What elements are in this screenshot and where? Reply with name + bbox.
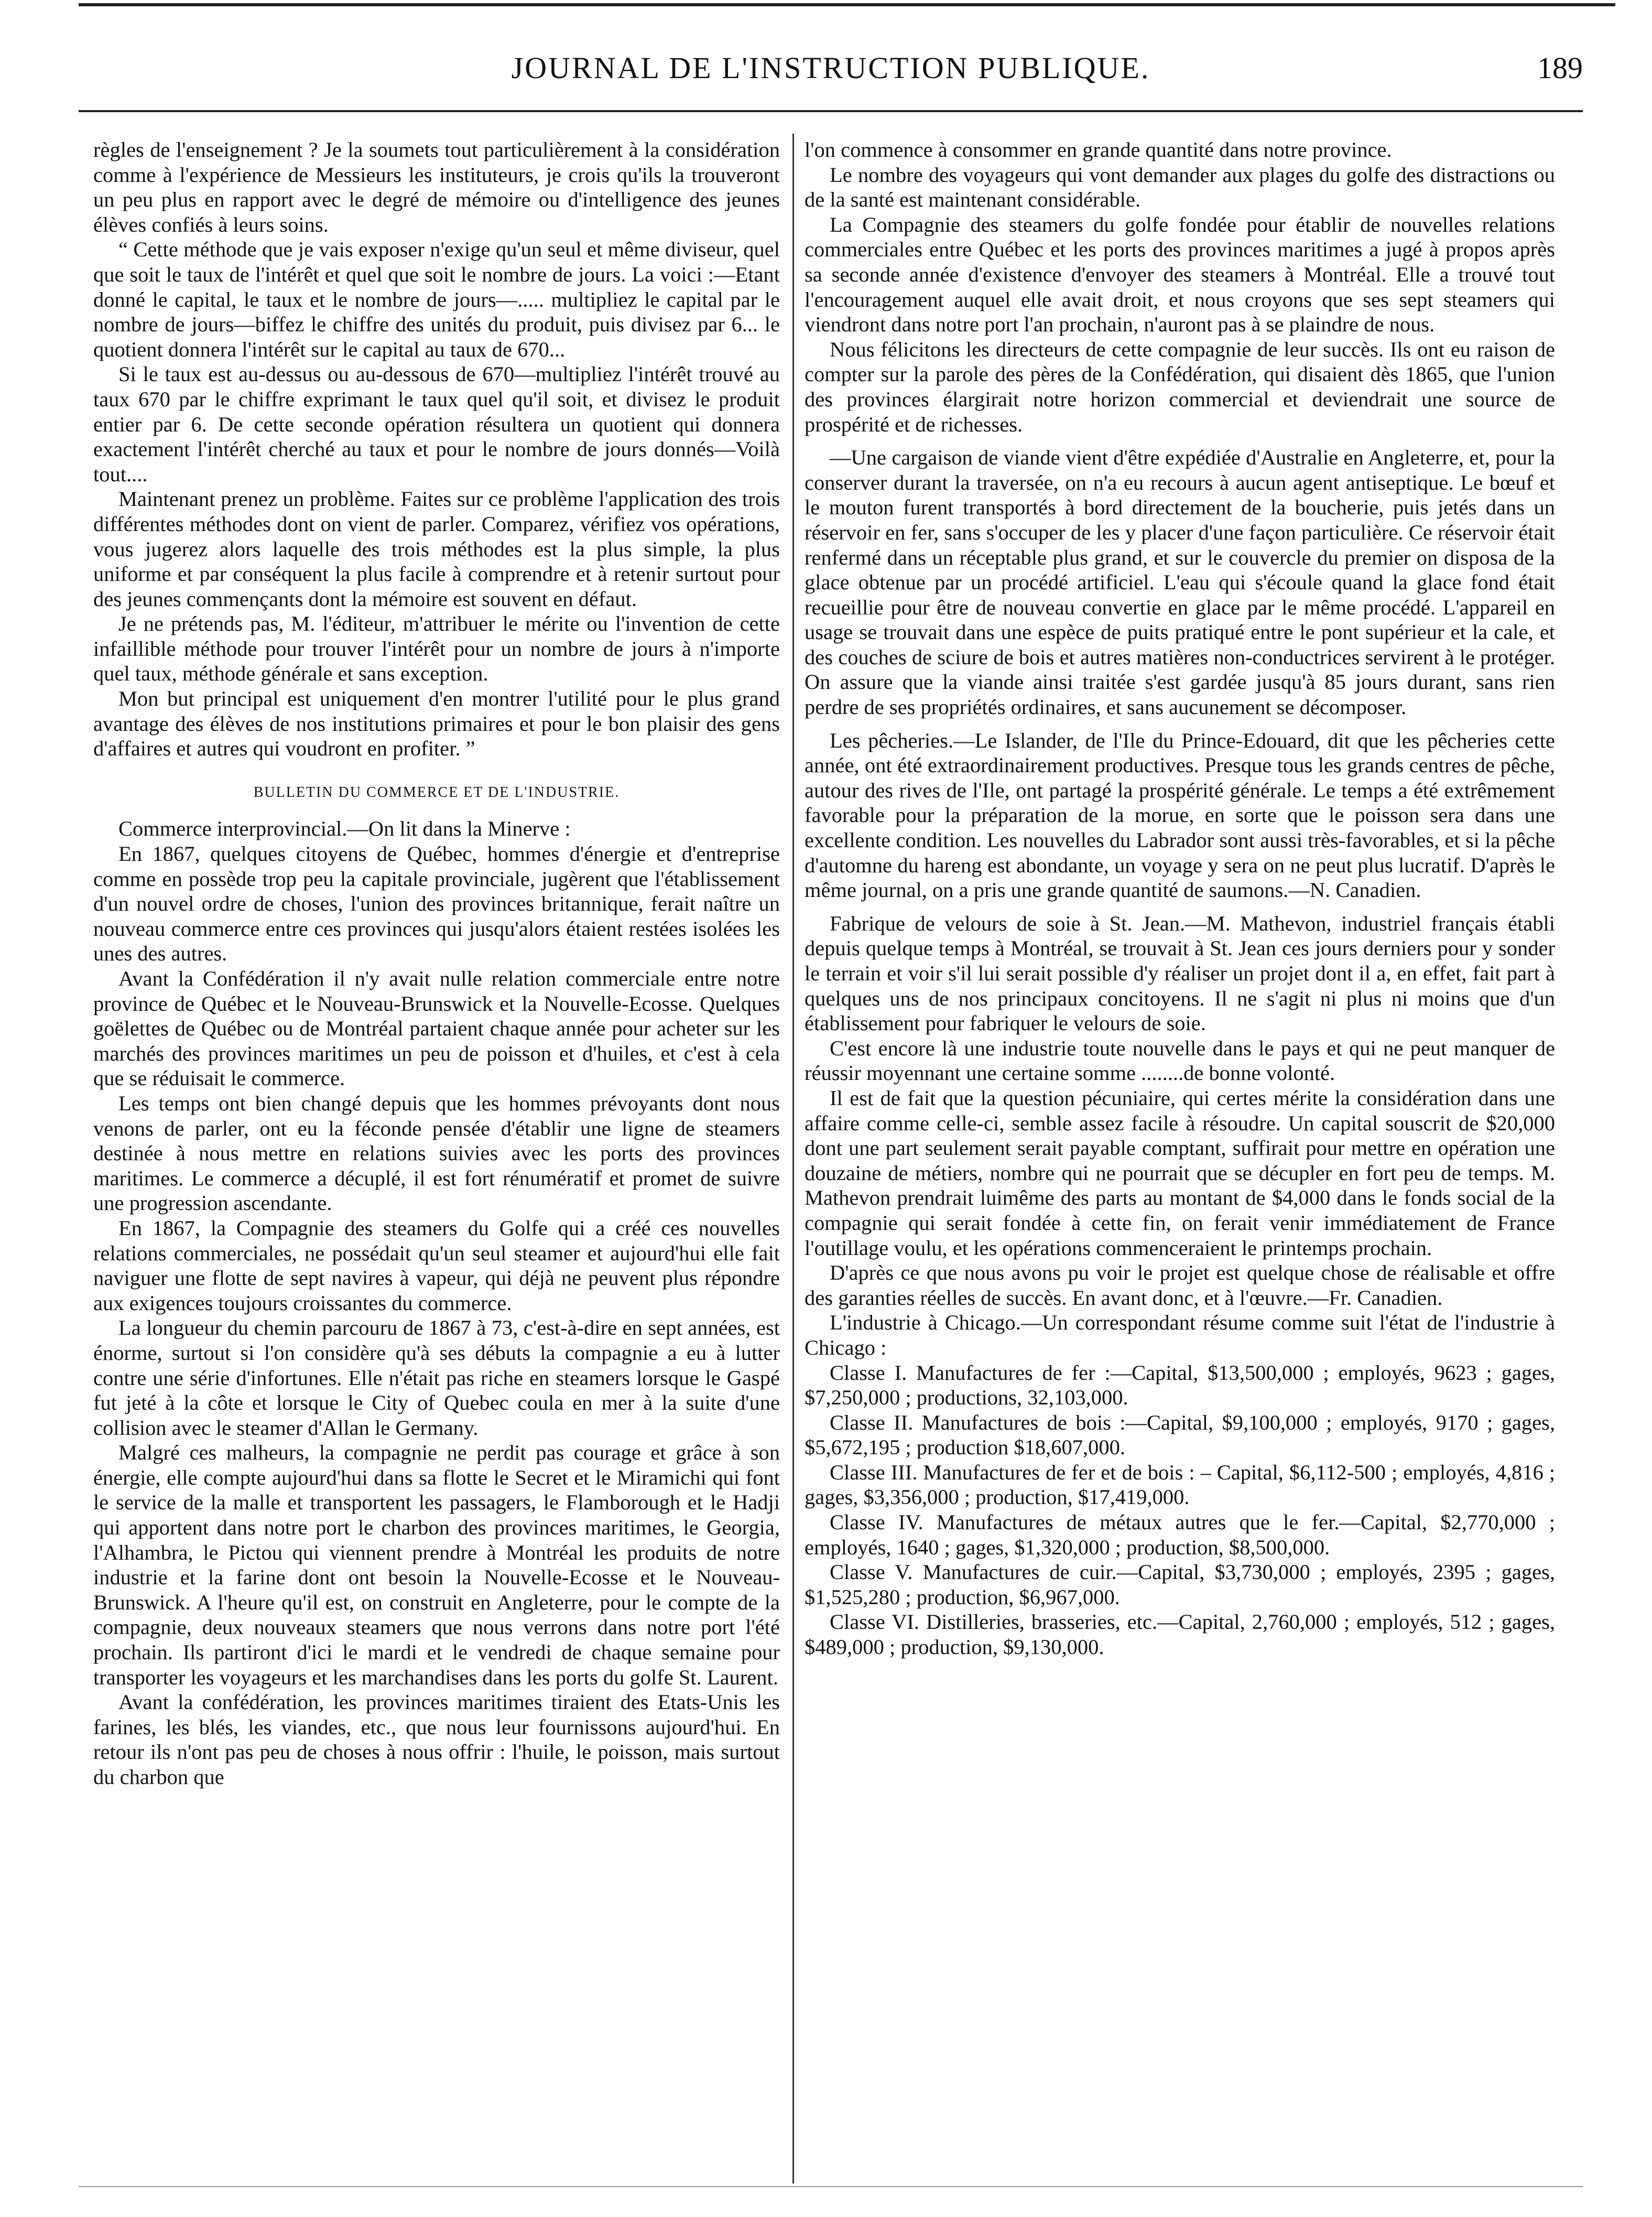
paragraph: Classe V. Manufactures de cuir.—Capital, $3,730,000 ; employés, 2395 ; gages, $1,525,280 ; production, $6,967,000. — [805, 1560, 1555, 1609]
paragraph: Classe III. Manufactures de fer et de bois : – Capital, $6,112-500 ; employés, 4,816 ; gages, $3,356,000 ; production, $17,419,000. — [805, 1460, 1555, 1509]
paragraph: —Une cargaison de viande vient d'être expédiée d'Australie en Angleterre, et, pour la conserver durant la traversée, on n'a eu recours à aucun agent antiseptique. Le bœuf et le mouton furent transportés à bord directement de la boucherie, puis jetés dans un réservoir en fer, sans s'occuper de les y placer d'une façon particulière. Ce réservoir était renfermé dans un réceptable plus grand, et sur le couvercle du premier on disposa de la glace obtenue par un procédé artificiel. L'eau qui s'écoule quand la glace fond était recueillie pour être de nouveau convertie en glace par le même procédé. L'appareil en usage se trouvait dans une espèce de puits pratiqué entre le pont supérieur et la cale, et des couches de sciure de bois et autres matières non-conductrices servirent à le protéger. On assure que la viande ainsi traitée s'est gardée jusqu'à 85 jours durant, sans rien perdre de ses propriétés ordinaires, et sans aucunement se décomposer. — [805, 446, 1555, 719]
top-border-rule — [79, 3, 1615, 6]
paragraph: L'industrie à Chicago.—Un correspondant résume comme suit l'état de l'industrie à Chicago : — [805, 1311, 1555, 1359]
paragraph: En 1867, quelques citoyens de Québec, hommes d'énergie et d'entreprise comme en possède trop peu la capitale provinciale, jugèrent que l'établissement d'un nouvel ordre de choses, l'union des provinces britannique, ferait naître un nouveau commerce entre ces provinces qui jusqu'alors étaient restées isolées les unes des autres. — [93, 842, 780, 966]
paragraph: Avant la confédération, les provinces maritimes tiraient des Etats-Unis les farines, les blés, les viandes, etc., que nous leur fournissons aujourd'hui. En retour ils n'ont pas peu de choses à nous offrir : l'huile, le poisson, mais surtout du charbon que — [93, 1690, 780, 1789]
right-column — [805, 137, 1555, 1660]
page-header — [79, 50, 1583, 101]
page-number: 189 — [1537, 51, 1583, 85]
paragraph: Mon but principal est uniquement d'en montrer l'utilité pour le plus grand avantage des élèves de nos institutions primaires et pour le bon plaisir des gens d'affaires et autres qui voudront en profiter. ” — [93, 687, 780, 761]
paragraph: Les pêcheries.—Le Islander, de l'Ile du Prince-Edouard, dit que les pêcheries cette année, ont été extraordinairement productives. Presque tous les grands centres de pêche, autour des rives de l'Ile, ont partagé la prospérité générale. Le temps a été extrêmement favorable pour la préparation de la morue, en sorte que le poisson sera dans une excellente condition. Les nouvelles du Labrador sont aussi très-favorables, et si la pêche d'automne du hareng est abondante, un voyage y sera on ne peut plus lucratif. D'après le même journal, on a pris une grande quantité de saumons.—N. Canadien. — [805, 728, 1555, 902]
paragraph: La longueur du chemin parcouru de 1867 à 73, c'est-à-dire en sept années, est énorme, surtout si l'on considère qu'à ses débuts la compagnie a eu à lutter contre une série d'infortunes. Elle n'était pas riche en steamers lorsque le Gaspé fut jeté à la côte et lorsque le City of Quebec coula en mer à la suite d'une collision avec le steamer d'Allan le Germany. — [93, 1316, 780, 1440]
paragraph: Je ne prétends pas, M. l'éditeur, m'attribuer le mérite ou l'invention de cette infaillible méthode pour trouver l'intérêt pour un nombre de jours à n'importe quel taux, méthode générale et sans exception. — [93, 612, 780, 686]
paragraph: La Compagnie des steamers du golfe fondée pour établir de nouvelles relations commerciales entre Québec et les ports des provinces maritimes a jugé à propos après sa seconde année d'existence d'envoyer des steamers à Montréal. Elle a trouvé tout l'encouragement auquel elle avait droit, et nous croyons que ses sept steamers qui viendront dans notre port l'an prochain, n'auront pas à se plaindre de nous. — [805, 212, 1555, 337]
paragraph: Avant la Confédération il n'y avait nulle relation commerciale entre notre province de Québec et le Nouveau-Brunswick et la Nouvelle-Ecosse. Quelques goëlettes de Québec ou de Montréal partaient chaque année pour acheter sur les marchés des provinces maritimes un peu de poisson et d'huiles, et c'est à cela que se réduisait le commerce. — [93, 967, 780, 1090]
bottom-rule — [79, 2186, 1583, 2187]
column-rule — [792, 134, 794, 2183]
section-heading: BULLETIN DU COMMERCE ET DE L'INDUSTRIE. — [253, 784, 620, 801]
paragraph: “ Cette méthode que je vais exposer n'exige qu'un seul et même diviseur, quel que soit le taux de l'intérêt et quel que soit le nombre de jours. La voici :—Etant donné le capital, le taux et le nombre de jours—..... multipliez le capital par le nombre de jours—biffez le chiffre des unités du produit, puis divisez par 6... le quotient donnera l'intérêt sur le capital au taux de 670... — [93, 237, 780, 361]
paragraph: Classe II. Manufactures de bois :—Capital, $9,100,000 ; employés, 9170 ; gages, $5,672,195 ; production $18,607,000. — [805, 1410, 1555, 1459]
paragraph: En 1867, la Compagnie des steamers du Golfe qui a créé ces nouvelles relations commerciales, ne possédait qu'un seul steamer et aujourd'hui elle fait naviguer une flotte de sept navires à vapeur, qui déjà ne peuvent plus répondre aux exigences toujours croissantes du commerce. — [93, 1216, 780, 1315]
paragraph: Il est de fait que la question pécuniaire, qui certes mérite la considération dans une affaire comme celle-ci, semble assez facile à résoudre. Un capital souscrit de $20,000 dont une part seulement serait payable comptant, suffirait pour mettre en opération une douzaine de métiers, nombre qui ne pourrait que se décupler en fort peu de temps. M. Mathevon prendrait luimême des parts au montant de $4,000 dans le fonds social de la compagnie qui serait fondée à cette fin, on ferait venir immédiatement de France l'outillage voulu, et les opérations commenceraient le printemps prochain. — [805, 1086, 1555, 1260]
running-title: JOURNAL DE L'INSTRUCTION PUBLIQUE. — [511, 51, 1150, 85]
paragraph: D'après ce que nous avons pu voir le projet est quelque chose de réalisable et offre des garanties réelles de succès. En avant donc, et à l'œuvre.—Fr. Canadien. — [805, 1261, 1555, 1310]
paragraph: l'on commence à consommer en grande quantité dans notre province. — [805, 138, 1392, 161]
left-column — [93, 137, 780, 1790]
paragraph: Les temps ont bien changé depuis que les hommes prévoyants dont nous venons de parler, ont eu la féconde pensée d'établir une ligne de steamers destinée à nous mettre en relations suivies avec les ports des provinces maritimes. Le commerce a décuplé, il est fort rénumératif et promet de suivre une progression ascendante. — [93, 1091, 780, 1215]
paragraph: Classe VI. Distilleries, brasseries, etc.—Capital, 2,760,000 ; employés, 512 ; gages, $489,000 ; production, $9,130,000. — [805, 1610, 1555, 1659]
paragraph: Nous félicitons les directeurs de cette compagnie de leur succès. Ils ont eu raison de compter sur la parole des pères de la Confédération, qui disaient dès 1865, que l'union des provinces élargirait notre horizon commercial et deviendrait une source de prospérité et de richesses. — [805, 337, 1555, 436]
paragraph: Le nombre des voyageurs qui vont demander aux plages du golfe des distractions ou de la santé est maintenant considérable. — [805, 163, 1555, 212]
paragraph: Malgré ces malheurs, la compagnie ne perdit pas courage et grâce à son énergie, elle compte aujourd'hui dans sa flotte le Secret et le Miramichi qui font le service de la malle et transportent les passagers, le Flamborough et le Hadji qui apportent dans notre port le charbon des provinces maritimes, le Georgia, l'Alhambra, le Pictou qui viennent prendre à Montréal les produits de notre industrie et la farine dont ont besoin la Nouvelle-Ecosse et le Nouveau-Brunswick. A l'heure qu'il est, on construit en Angleterre, pour le compte de la compagnie, deux nouveaux steamers que nous verrons dans notre port l'été prochain. Ils partiront d'ici le mardi et le vendredi de chaque semaine pour transporter les voyageurs et les marchandises dans les ports du golfe St. Laurent. — [93, 1441, 780, 1689]
paragraph: Si le taux est au-dessus ou au-dessous de 670—multipliez l'intérêt trouvé au taux 670 par le chiffre exprimant le taux quel qu'il soit, et divisez le produit entier par 6. De cette seconde opération résultera un quotient qui donnera exactement l'intérêt cherché au taux et pour le nombre de jours donnés—Voilà tout.... — [93, 362, 780, 486]
paragraph: Classe IV. Manufactures de métaux autres que le fer.—Capital, $2,770,000 ; employés, 1640 ; gages, $1,320,000 ; production, $8,500,000. — [805, 1510, 1555, 1559]
paragraph: Commerce interprovincial.—On lit dans la Minerve : — [118, 817, 571, 841]
paragraph: Fabrique de velours de soie à St. Jean.—M. Mathevon, industriel français établi depuis quelque temps à Montréal, se trouvait à St. Jean ces jours derniers pour y sonder le terrain et voir s'il lui serait possible d'y réaliser un projet dont il a, en effet, fait part à quelques uns de nos principaux concitoyens. Il ne s'agit ni plus ni moins que d'un établissement pour fabriquer le velours de soie. — [805, 911, 1555, 1035]
paragraph: règles de l'enseignement ? Je la soumets tout particulièrement à la considération comme à l'expérience de Messieurs les instituteurs, je crois qu'ils la trouveront un peu plus en rapport avec le degré de mémoire ou d'intelligence des jeunes élèves confiés à leurs soins. — [93, 138, 780, 236]
paragraph: C'est encore là une industrie toute nouvelle dans le pays et qui ne peut manquer de réussir moyennant une certaine somme ........de bonne volonté. — [805, 1036, 1555, 1085]
paragraph: Classe I. Manufactures de fer :—Capital, $13,500,000 ; employés, 9623 ; gages, $7,250,000 ; productions, 32,103,000. — [805, 1360, 1555, 1410]
paragraph: Maintenant prenez un problème. Faites sur ce problème l'application des trois différentes méthodes dont on vient de parler. Comparez, vérifiez vos opérations, vous jugerez alors laquelle des trois méthodes est la plus simple, la plus uniforme et par conséquent la plus facile à comprendre et à retenir surtout pour des jeunes commençants dont la mémoire est souvent en défaut. — [93, 487, 780, 611]
header-rule — [79, 110, 1583, 112]
